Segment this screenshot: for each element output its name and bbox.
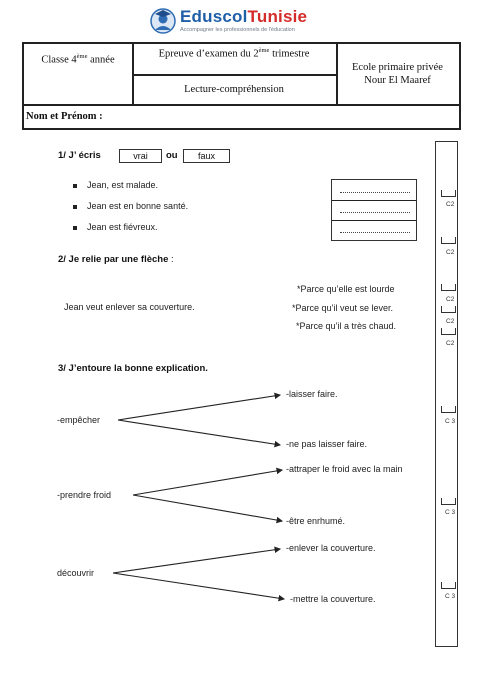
score-label-c3: C 3	[445, 418, 456, 425]
q3-choice[interactable]: -mettre la couverture.	[290, 594, 376, 604]
score-label-c2: C2	[446, 201, 455, 208]
q3-choice[interactable]: -ne pas laisser faire.	[286, 439, 368, 449]
q1-statement-2: Jean est en bonne santé.	[87, 201, 189, 211]
q2-right-1: *Parce qu’elle est lourde	[297, 284, 395, 294]
q3-title: 3/ J’entoure la bonne explication.	[58, 363, 208, 374]
score-label-c3: C 3	[445, 593, 456, 600]
arrow	[133, 470, 282, 495]
q1-statement-3: Jean est fiévreux.	[87, 222, 158, 232]
arrow	[113, 573, 284, 599]
q1-option-false: faux	[183, 149, 230, 163]
arrow	[113, 549, 280, 573]
score-label-c2: C2	[446, 340, 455, 347]
score-label-c2: C2	[446, 249, 455, 256]
exam-title-cell: Epreuve d’examen du 2ème trimestre	[158, 47, 310, 60]
score-label-c2: C2	[446, 318, 455, 325]
q2-title: 2/ Je relie par une flèche :	[58, 254, 174, 265]
q3-term-3: découvrir	[57, 568, 95, 578]
score-label-c3: C 3	[445, 509, 456, 516]
q1-statement-1: Jean, est malade.	[87, 180, 159, 190]
name-label: Nom et Prénom :	[26, 110, 103, 122]
q1-connector: ou	[166, 150, 178, 161]
q3-choice[interactable]: -être enrhumé.	[286, 516, 346, 526]
q3-choice[interactable]: -enlever la couverture.	[286, 543, 376, 553]
q3-term-2: -prendre froid	[57, 490, 112, 500]
logo-brand: EduscolTunisie	[180, 7, 308, 26]
q2-left-statement: Jean veut enlever sa couverture.	[64, 302, 195, 312]
q3-choice[interactable]: -laisser faire.	[286, 389, 338, 399]
q3-choice[interactable]: -attraper le froid avec la main	[286, 464, 403, 474]
q2-right-2: *Parce qu’il veut se lever.	[292, 303, 394, 313]
logo-tagline: Accompagner les professionnels de l'éducation	[180, 27, 295, 33]
score-label-c2: C2	[446, 296, 455, 303]
q1-title: 1/ J’ écris	[58, 150, 101, 161]
q3-term-1: -empêcher	[57, 415, 101, 425]
school-cell: Ecole primaire privée Nour El Maaref	[352, 62, 443, 86]
arrow	[118, 420, 280, 445]
arrow	[133, 495, 282, 521]
q1-option-true: vrai	[119, 149, 162, 163]
q2-right-3: *Parce qu’il a très chaud.	[296, 321, 397, 331]
subject-cell: Lecture-compréhension	[184, 83, 284, 95]
arrow	[118, 395, 280, 420]
class-cell: Classe 4ème année	[41, 52, 115, 66]
